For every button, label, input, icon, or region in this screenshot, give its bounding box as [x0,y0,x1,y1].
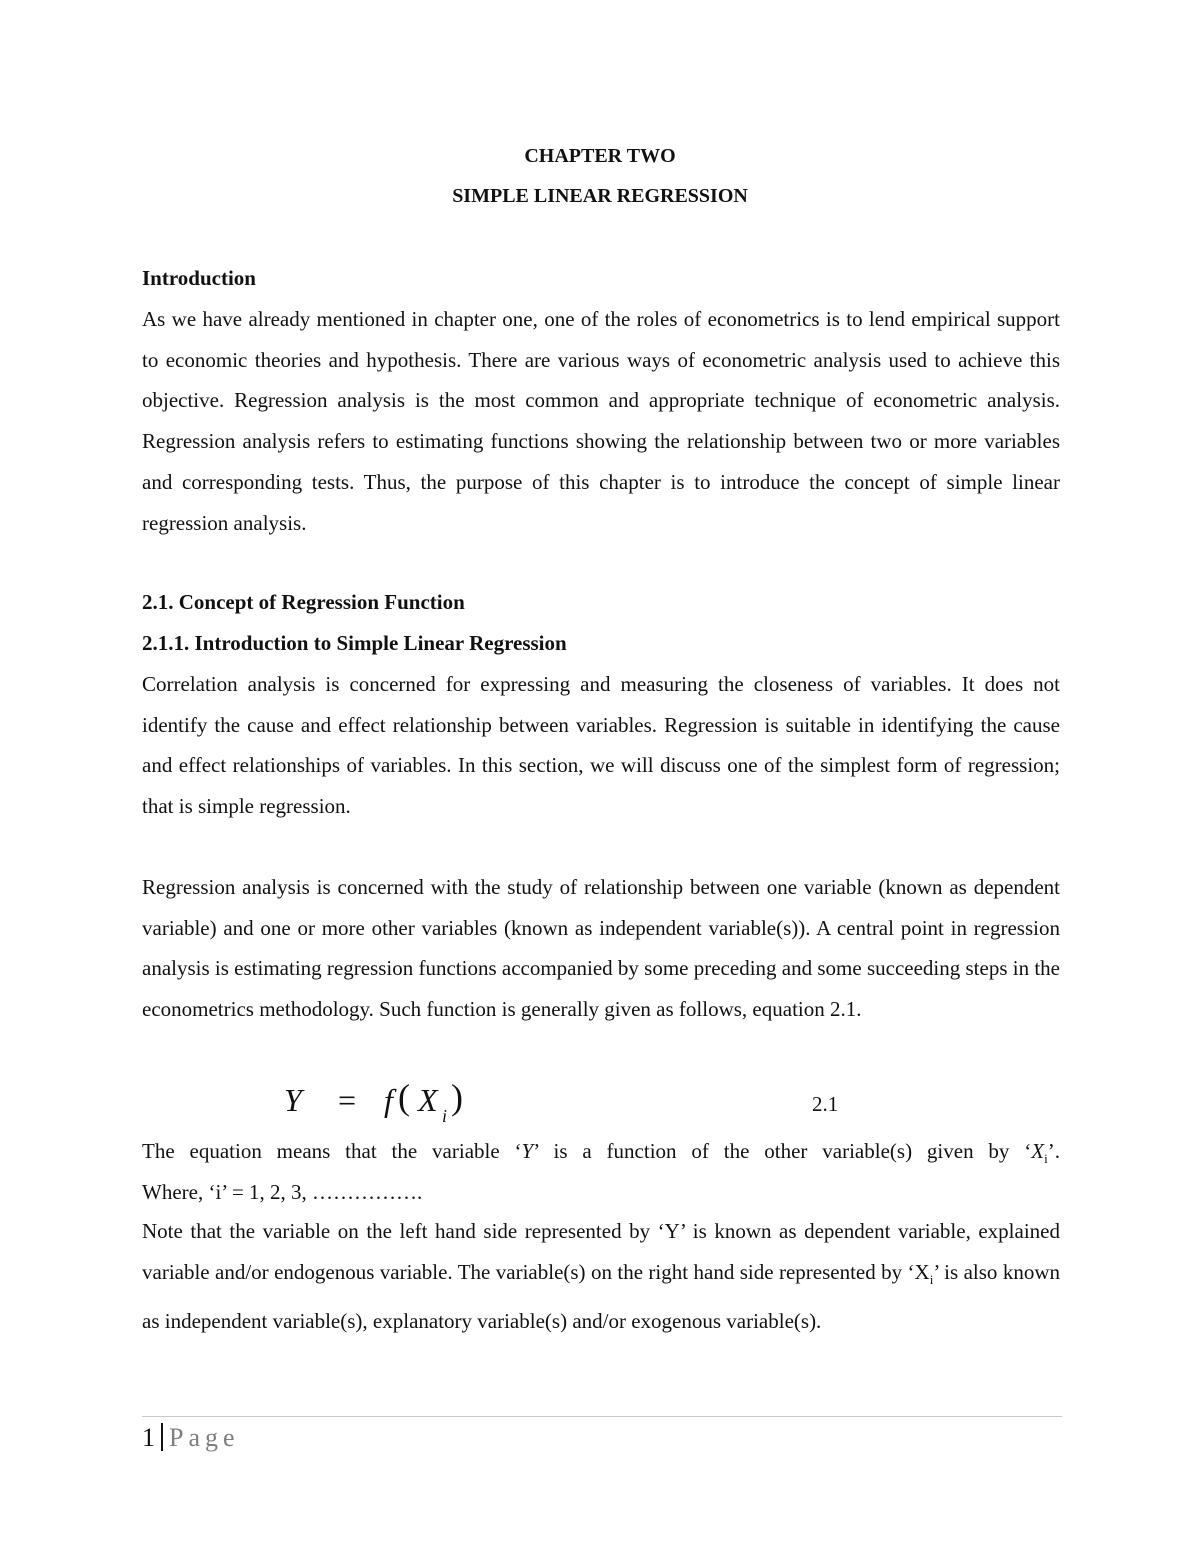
equation-open-paren: ( [398,1077,410,1117]
equation-variable: X [418,1082,438,1118]
footer-separator [161,1423,163,1451]
equation-number: 2.1 [812,1092,839,1116]
chapter-title: SIMPLE LINEAR REGRESSION [452,185,748,207]
index-definition: Where, ‘i’ = 1, 2, 3, ……………. [142,1180,423,1204]
introduction-heading: Introduction [142,266,256,290]
section-2-1-1-heading: 2.1.1. Introduction to Simple Linear Regression [142,631,567,655]
equation-close-paren: ) [451,1077,463,1117]
page-footer [142,1418,240,1458]
equation-function: f [384,1082,393,1118]
equation-equals: = [338,1082,357,1118]
chapter-label: CHAPTER TWO [524,145,676,167]
introduction-paragraph: As we have already mentioned in chapter one, one of the roles of econometrics is to lend empirical support to economic theories and hypothesis. There are various ways of econometric analysis used to achieve this objective. Regression analysis is the most common and appropriate technique of econometric analysis. Regression analysis refers to estimating functions showing the relationship between two or more variables and corresponding tests. Thus, the purpose of this chapter is to introduce the concept of simple linear regression analysis. [142,307,1060,535]
variables-note: Note that the variable on the left hand side represented by ‘Y’ is known as dependent variable, explained variable and/or endogenous variable. The variable(s) on the right hand side represented by ‘$X_i$’ is also known as independent variable(s), explanatory variable(s) and/or exogenous variable(s). [142,1219,1060,1333]
equation-explanation: The equation means that the variable ‘Y’ is a function of the other variable(s) given by ‘$X_i$’. [142,1139,1060,1167]
paragraph-correlation: Correlation analysis is concerned for expressing and measuring the closeness of variables. It does not identify the cause and effect relationship between variables. Regression is suitable in identifying the cause and effect relationships of variables. In this section, we will discuss one of the simplest form of regression; that is simple regression. [142,672,1060,819]
footer-divider [142,1416,1062,1417]
equation-subscript: i [442,1106,448,1126]
page-number: 1 [142,1423,155,1452]
paragraph-regression-analysis: Regression analysis is concerned with the study of relationship between one variable (known as dependent variable) and one or more other variables (known as independent variable(s)). A central point in regression analysis is estimating regression functions accompanied by some preceding and some succeeding steps in the econometrics methodology. Such function is generally given as follows, equation 2.1. [142,875,1060,1022]
equation-lhs: Y [284,1082,302,1118]
section-2-1-heading: 2.1. Concept of Regression Function [142,590,465,614]
page-label: Page [169,1423,240,1452]
